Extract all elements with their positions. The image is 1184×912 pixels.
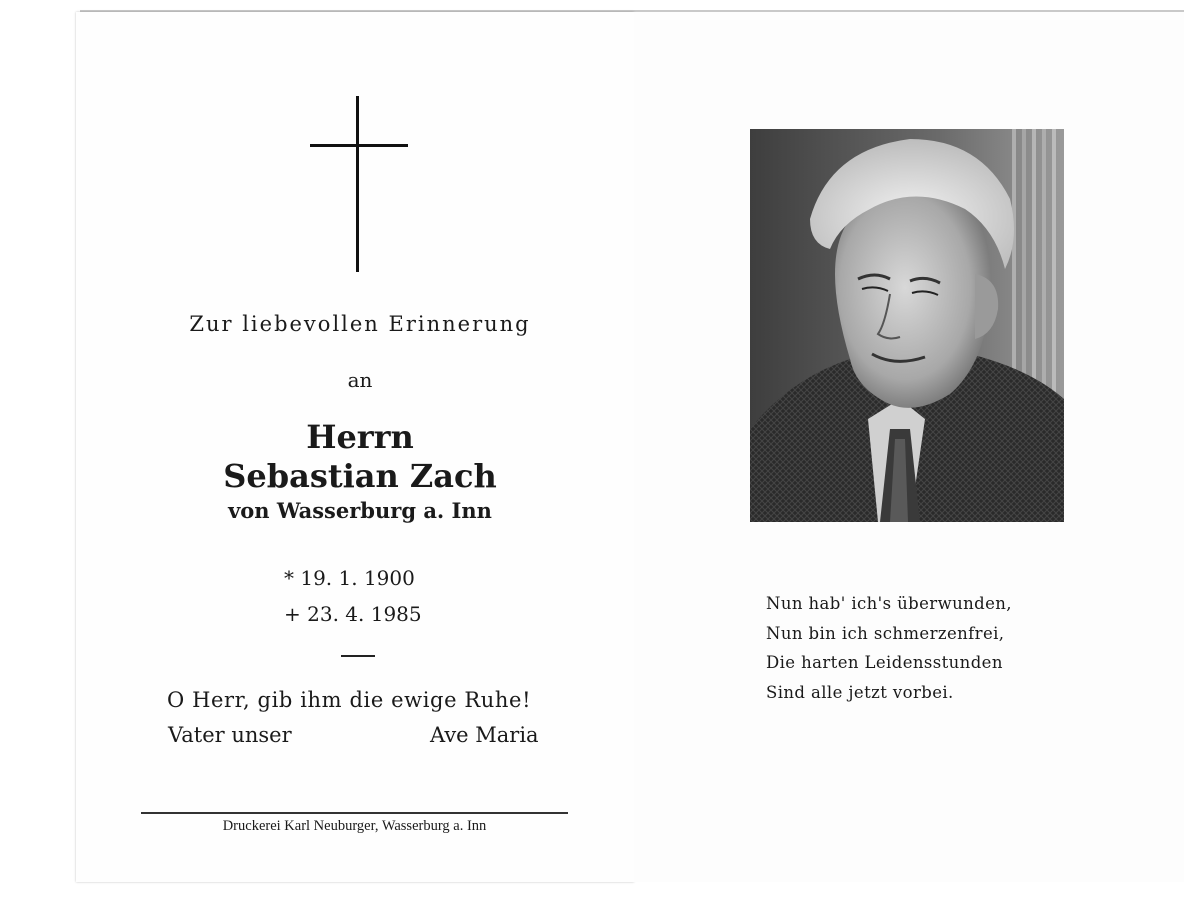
poem-block — [766, 589, 1012, 707]
deceased-origin: von Wasserburg a. Inn — [228, 498, 492, 523]
portrait-photo — [750, 129, 1064, 522]
cross-icon — [310, 96, 410, 274]
memorial-heading: Zur liebevollen Erinnerung — [189, 312, 531, 336]
divider-short — [341, 655, 375, 657]
prayer-vater-unser: Vater unser — [168, 723, 292, 747]
connector-text: an — [347, 368, 373, 392]
birth-date: * 19. 1. 1900 — [284, 566, 415, 590]
prayer-line: O Herr, gib ihm die ewige Ruhe! — [167, 688, 532, 712]
salutation: Herrn — [306, 418, 414, 456]
poem-line: Sind alle jetzt vorbei. — [766, 682, 954, 702]
divider-long — [141, 812, 568, 814]
poem-line: Nun hab' ich's überwunden, — [766, 594, 1012, 613]
poem-line: Nun bin ich schmerzenfrei, — [766, 623, 1005, 643]
death-date: + 23. 4. 1985 — [284, 602, 422, 626]
printer-credit: Druckerei Karl Neuburger, Wasserburg a. Inn — [222, 818, 487, 834]
prayer-ave-maria: Ave Maria — [430, 723, 539, 747]
poem-line: Die harten Leidensstunden — [766, 653, 1003, 672]
deceased-name: Sebastian Zach — [223, 457, 497, 495]
